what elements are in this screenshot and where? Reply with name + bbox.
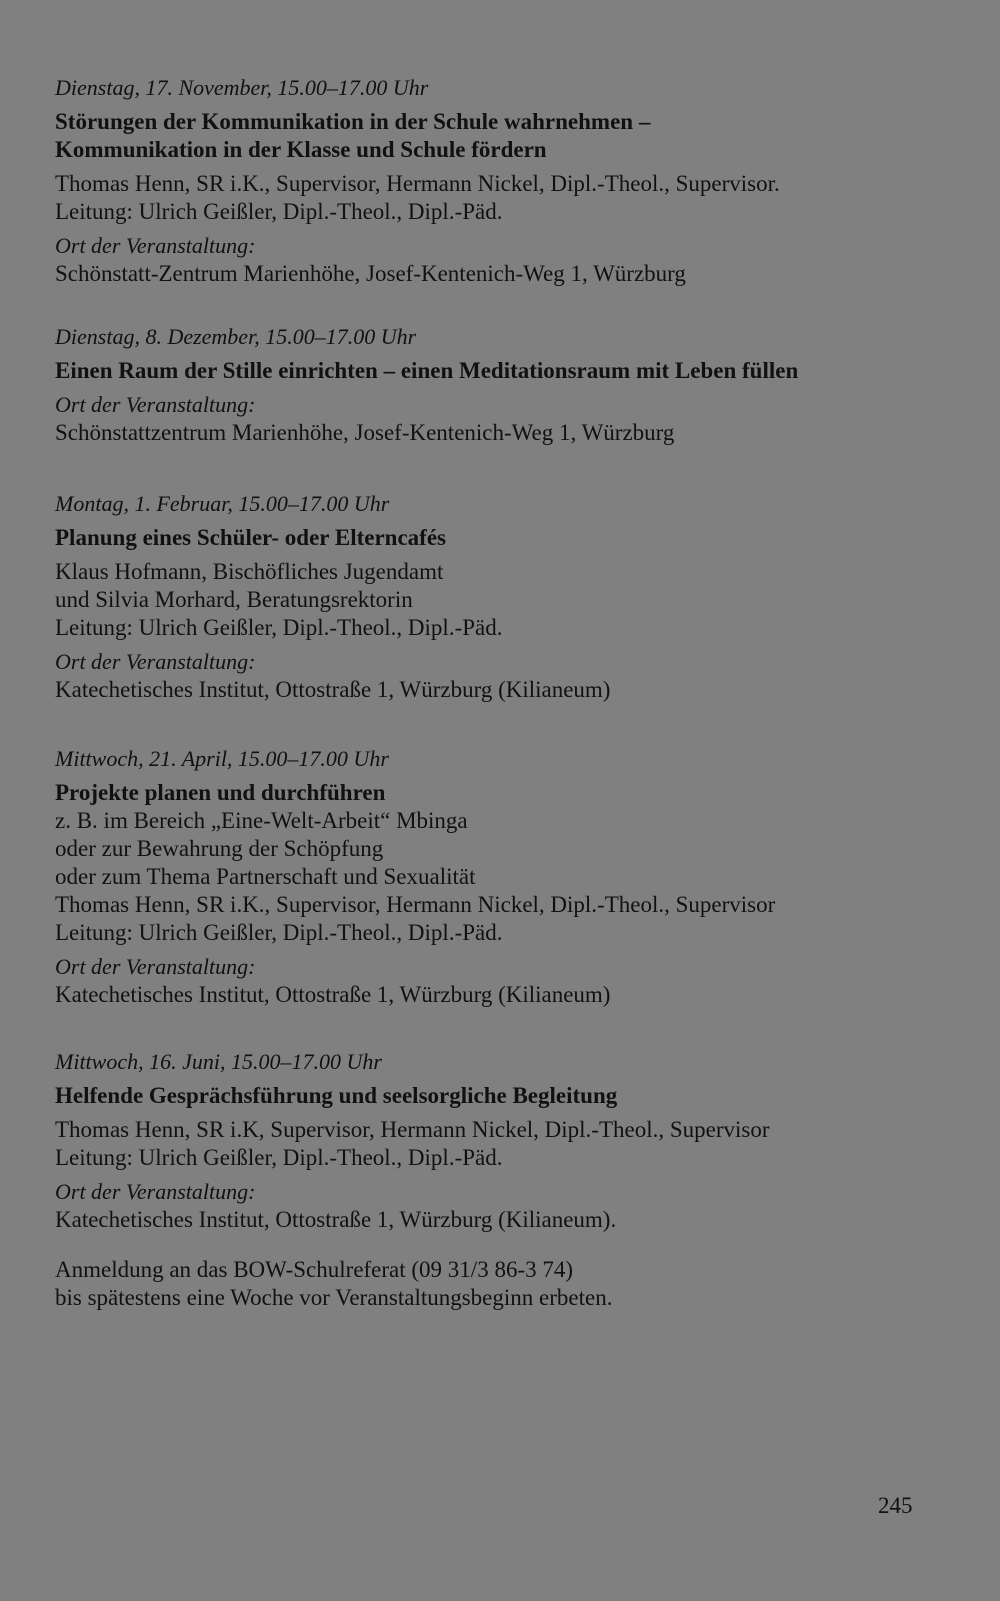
event-people-line: Klaus Hofmann, Bischöfliches Jugendamt	[55, 559, 444, 584]
registration-note-line: bis spätestens eine Woche vor Veranstaltungsbeginn erbeten.	[55, 1285, 613, 1310]
event-date: Montag, 1. Februar, 15.00–17.00 Uhr	[55, 491, 390, 516]
event-title-line: Planung eines Schüler- oder Elterncafés	[55, 525, 446, 550]
event-title	[55, 1082, 955, 1110]
event-block	[55, 323, 955, 447]
event-block	[55, 74, 955, 288]
event-date: Dienstag, 17. November, 15.00–17.00 Uhr	[55, 75, 429, 100]
registration-note	[55, 1256, 955, 1312]
event-people-line: Thomas Henn, SR i.K., Supervisor, Hermann Nickel, Dipl.-Theol., Supervisor.	[55, 171, 780, 196]
event-people	[55, 807, 955, 947]
event-block	[55, 1048, 955, 1234]
page-number: 245	[878, 1493, 913, 1518]
event-people	[55, 170, 955, 226]
event-date: Dienstag, 8. Dezember, 15.00–17.00 Uhr	[55, 324, 417, 349]
event-date: Mittwoch, 16. Juni, 15.00–17.00 Uhr	[55, 1049, 382, 1074]
event-people-line: Leitung: Ulrich Geißler, Dipl.-Theol., Dipl.-Päd.	[55, 615, 503, 640]
venue-label: Ort der Veranstaltung:	[55, 649, 256, 674]
event-title	[55, 108, 955, 164]
event-title-line: Kommunikation in der Klasse und Schule fördern	[55, 137, 547, 162]
event-people-line: Thomas Henn, SR i.K, Supervisor, Hermann Nickel, Dipl.-Theol., Supervisor	[55, 1117, 770, 1142]
event-people-line: Leitung: Ulrich Geißler, Dipl.-Theol., Dipl.-Päd.	[55, 1145, 503, 1170]
event-people-line: und Silvia Morhard, Beratungsrektorin	[55, 587, 413, 612]
venue-address: Schönstatt-Zentrum Marienhöhe, Josef-Kentenich-Weg 1, Würzburg	[55, 261, 686, 286]
venue-label: Ort der Veranstaltung:	[55, 954, 256, 979]
event-people	[55, 1116, 955, 1172]
event-title-line: Helfende Gesprächsführung und seelsorgliche Begleitung	[55, 1083, 618, 1108]
venue-address: Katechetisches Institut, Ottostraße 1, Würzburg (Kilianeum).	[55, 1207, 617, 1232]
venue-label: Ort der Veranstaltung:	[55, 392, 256, 417]
event-title-line: Einen Raum der Stille einrichten – einen Meditationsraum mit Leben füllen	[55, 358, 799, 383]
event-people	[55, 558, 955, 642]
venue-address: Schönstattzentrum Marienhöhe, Josef-Kentenich-Weg 1, Würzburg	[55, 420, 675, 445]
event-people-line: Thomas Henn, SR i.K., Supervisor, Hermann Nickel, Dipl.-Theol., Supervisor	[55, 892, 776, 917]
event-title	[55, 524, 955, 552]
event-date: Mittwoch, 21. April, 15.00–17.00 Uhr	[55, 746, 389, 771]
event-people-line: oder zum Thema Partnerschaft und Sexualität	[55, 864, 476, 889]
venue-address: Katechetisches Institut, Ottostraße 1, Würzburg (Kilianeum)	[55, 677, 611, 702]
event-block	[55, 490, 955, 704]
event-title	[55, 779, 955, 807]
event-block	[55, 745, 955, 1009]
event-title-line: Projekte planen und durchführen	[55, 780, 386, 805]
venue-address: Katechetisches Institut, Ottostraße 1, Würzburg (Kilianeum)	[55, 982, 611, 1007]
event-people-line: Leitung: Ulrich Geißler, Dipl.-Theol., Dipl.-Päd.	[55, 199, 503, 224]
venue-label: Ort der Veranstaltung:	[55, 233, 256, 258]
event-title-line: Störungen der Kommunikation in der Schule wahrnehmen –	[55, 109, 651, 134]
event-people-line: oder zur Bewahrung der Schöpfung	[55, 836, 384, 861]
registration-note-line: Anmeldung an das BOW-Schulreferat (09 31/3 86-3 74)	[55, 1257, 574, 1282]
event-people-line: Leitung: Ulrich Geißler, Dipl.-Theol., Dipl.-Päd.	[55, 920, 503, 945]
event-title	[55, 357, 955, 385]
venue-label: Ort der Veranstaltung:	[55, 1179, 256, 1204]
event-people-line: z. B. im Bereich „Eine-Welt-Arbeit“ Mbinga	[55, 808, 468, 833]
